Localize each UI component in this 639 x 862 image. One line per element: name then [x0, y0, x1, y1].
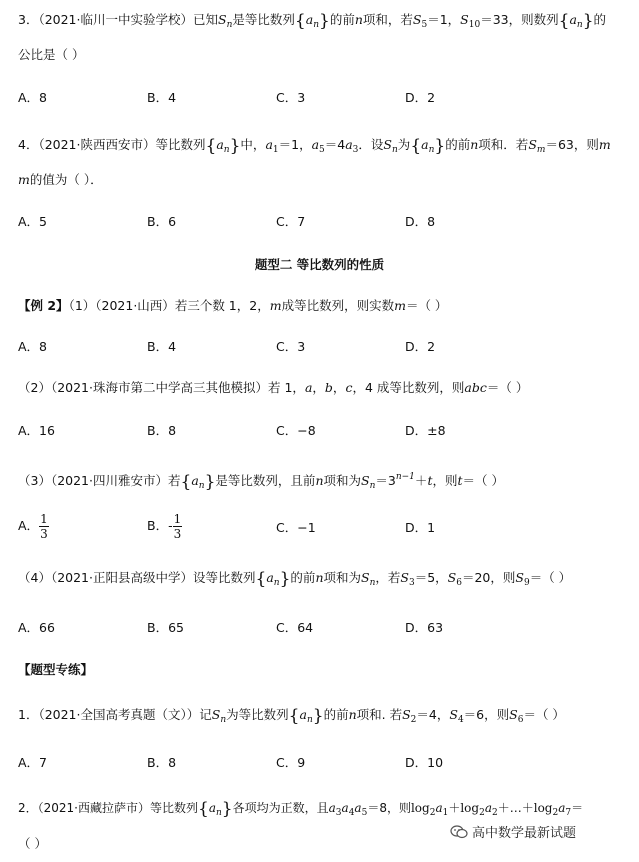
math-sub: 3 — [352, 145, 359, 155]
math-var: S — [509, 707, 518, 722]
math-sub: 2 — [479, 808, 485, 818]
math-sub: 10 — [468, 20, 481, 30]
math-var: S — [218, 12, 227, 27]
math-var: a — [299, 707, 307, 722]
ex2-p3-text: ，则 — [432, 473, 458, 488]
practice-q2-text: ＋…＋ — [497, 801, 534, 815]
practice-q1-text: 的前 — [323, 707, 349, 722]
ex2-p4-option-b: B．65 — [147, 620, 184, 635]
math-var: S — [361, 473, 370, 488]
option-letter: A． — [18, 518, 40, 533]
math-sub: 6 — [517, 715, 524, 725]
fraction-numerator: 1 — [40, 512, 48, 526]
practice-q2-text: ＋ — [448, 801, 461, 815]
math-var: a — [311, 137, 320, 152]
math-var: n — [315, 473, 324, 488]
practice-q1-text: ＝（ ） — [523, 707, 565, 722]
math-var: S — [383, 137, 392, 152]
ex2-p4-line — [18, 568, 571, 593]
practice-q1-option-c: C．9 — [276, 755, 306, 770]
ex2-p4-text: ＝5， — [414, 570, 448, 585]
math-var: a — [484, 801, 492, 815]
math-sub: n — [198, 481, 205, 491]
ex2-p2-index: （2） — [18, 380, 51, 395]
math-log: log — [410, 801, 430, 815]
math-sub: n — [306, 715, 313, 725]
brace: { — [205, 136, 217, 156]
math-var: S — [402, 707, 411, 722]
practice-q2-number: 2． — [18, 801, 38, 815]
practice-q2-text: 各项均为正数，且 — [232, 801, 329, 815]
q3-line2: 公比是（ ） — [18, 47, 85, 62]
math-var: a — [328, 801, 336, 815]
math-sub: n — [428, 145, 435, 155]
math-sub: n — [369, 481, 376, 491]
math-sub: 5 — [319, 145, 325, 155]
practice-q2-text: ＝8，则 — [367, 801, 411, 815]
practice-q1-line — [18, 705, 565, 730]
math-var: S — [460, 12, 469, 27]
ex2-p4-index: （4） — [18, 570, 51, 585]
math-sub: 2 — [552, 808, 559, 818]
q4-option-c: C．7 — [276, 214, 306, 229]
brace: { — [294, 11, 306, 31]
ex2-p3-line — [18, 467, 504, 496]
ex2-p3-text: ＝3 — [375, 473, 396, 488]
math-var: a — [191, 473, 199, 488]
ex2-p1-option-c: C．3 — [276, 339, 306, 354]
math-var: b — [324, 380, 333, 395]
math-sub: n — [369, 578, 376, 588]
ex2-p4-option-c: C．64 — [276, 620, 314, 635]
q4-line2 — [18, 170, 103, 190]
q3-text: ＝1， — [427, 12, 461, 27]
q4-option-a: A．5 — [18, 214, 48, 229]
practice-q2-line2: （ ） — [18, 836, 47, 851]
math-var: a — [208, 801, 216, 815]
ex2-p3-index: （3） — [18, 473, 51, 488]
ex2-p4-text: ＝20，则 — [461, 570, 516, 585]
brace: { — [288, 706, 300, 726]
fraction-numerator: 1 — [173, 512, 182, 526]
ex2-p1-source: （2021·山西） — [95, 298, 175, 313]
ex2-p4-option-d: D．63 — [405, 620, 444, 635]
brace: { — [198, 799, 209, 819]
math-sub: 9 — [523, 578, 530, 588]
math-var: m — [18, 172, 30, 187]
q4-text: 的值为（ ）． — [29, 172, 103, 187]
brace: } — [204, 472, 216, 492]
math-var: m — [269, 298, 282, 313]
ex2-p2-text: ， — [332, 380, 346, 395]
math-var: S — [211, 707, 221, 722]
math-log: log — [460, 801, 480, 815]
q3-source: （2021·临川一中实验学校） — [38, 12, 193, 27]
example-label: 【例 2】 — [18, 298, 69, 313]
math-var: S — [400, 570, 409, 585]
brace: } — [279, 569, 291, 589]
ex2-p3-option-c: C．−1 — [276, 520, 316, 535]
ex2-p3-source: （2021·四川雅安市） — [50, 473, 168, 488]
ex2-p1-text: 若三个数 1，2， — [174, 298, 270, 313]
brace: } — [582, 11, 594, 31]
math-sub: 1 — [272, 145, 279, 155]
ex2-p2-option-b: B．8 — [147, 423, 177, 438]
ex2-p4-text: ＝（ ） — [529, 570, 572, 585]
math-var: a — [341, 801, 349, 815]
math-log: log — [533, 801, 553, 815]
ex2-p3-text: ＝（ ） — [462, 473, 504, 488]
math-var: a — [345, 137, 353, 152]
math-sub: n — [216, 808, 222, 818]
ex2-p4-option-a: A．66 — [18, 620, 55, 635]
ex2-p2-text: ， — [312, 380, 325, 395]
watermark-text: 高中数学最新试题 — [472, 826, 577, 841]
ex2-p3-text: 是等比数列，且前 — [215, 473, 316, 488]
q4-text: ．设 — [358, 137, 384, 152]
q4-text: 项和．若 — [478, 137, 529, 152]
wechat-icon — [450, 825, 468, 839]
ex2-p2-text: ，4 成等比数列，则 — [352, 380, 465, 395]
ex2-p3-text: 项和为 — [323, 473, 362, 488]
practice-q1-option-b: B．8 — [147, 755, 177, 770]
practice-q1-option-a: A．7 — [18, 755, 48, 770]
practice-q1-text: 为等比数列 — [226, 707, 289, 722]
q3-option-c: C．3 — [276, 90, 306, 105]
practice-q1-text: 项和. 若 — [356, 707, 403, 722]
q3-text: 是等比数列 — [232, 12, 295, 27]
math-var: abc — [464, 380, 487, 395]
ex2-p3-option-b — [147, 512, 182, 541]
practice-q1-text: 记 — [199, 707, 212, 722]
math-var: a — [266, 570, 274, 585]
math-var: a — [216, 137, 224, 152]
q3-option-d: D．2 — [405, 90, 436, 105]
brace: { — [255, 569, 267, 589]
practice-q1-option-d: D．10 — [405, 755, 444, 770]
practice-q1-source: （2021·全国高考真题（文）） — [38, 707, 200, 722]
math-var: S — [515, 570, 524, 585]
practice-q2-text: 等比数列 — [150, 801, 199, 815]
ex2-p3-text: 若 — [168, 473, 181, 488]
math-var: a — [354, 801, 362, 815]
math-sub: n — [313, 20, 319, 30]
q3-text: 的 — [593, 12, 607, 27]
ex2-p3-option-a — [18, 512, 49, 541]
ex2-p2-source: （2021·珠海市第二中学高三其他模拟） — [50, 380, 268, 395]
math-var: n — [315, 570, 324, 585]
ex2-p2-text: ＝（ ） — [486, 380, 529, 395]
ex2-p2-option-c: C．−8 — [276, 423, 316, 438]
math-sub: 2 — [410, 715, 417, 725]
math-var: S — [361, 570, 370, 585]
brace: { — [558, 11, 570, 31]
q3-text: 项和，若 — [362, 12, 413, 27]
q3-option-a: A．8 — [18, 90, 48, 105]
math-sub: 2 — [429, 808, 436, 818]
math-sub: 3 — [408, 578, 415, 588]
math-sub: n — [223, 145, 230, 155]
math-sub: 3 — [335, 808, 342, 818]
q4-text: ＝1， — [278, 137, 312, 152]
practice-q1-text: ＝6，则 — [463, 707, 510, 722]
ex2-p2-option-a: A．16 — [18, 423, 55, 438]
math-var: a — [305, 12, 314, 27]
q4-text: 中， — [240, 137, 266, 152]
math-var: a — [421, 137, 429, 152]
math-var: t — [457, 473, 463, 488]
q4-option-b: B．6 — [147, 214, 177, 229]
ex2-p4-source: （2021·正阳县高级中学） — [50, 570, 193, 585]
math-sub: n — [392, 145, 398, 155]
math-var: a — [558, 801, 566, 815]
q3-number: 3． — [18, 12, 39, 27]
ex2-p1-option-b: B．4 — [147, 339, 177, 354]
math-sub: n — [273, 578, 280, 588]
ex2-p1-option-d: D．2 — [405, 339, 436, 354]
math-sub: 5 — [421, 20, 428, 30]
practice-q2-text: ＝ — [571, 801, 584, 815]
math-var: S — [528, 137, 537, 152]
brace: } — [221, 799, 233, 819]
math-sub: 2 — [491, 808, 498, 818]
math-sub: 4 — [348, 808, 355, 818]
math-var: t — [427, 473, 433, 488]
math-var: c — [345, 380, 353, 395]
ex2-p4-text: 设等比数列 — [193, 570, 256, 585]
math-var: m — [598, 137, 611, 152]
ex2-p1-option-a: A．8 — [18, 339, 48, 354]
q3-text: ＝33，则数列 — [480, 12, 559, 27]
ex2-p1-index: （1） — [68, 298, 96, 313]
q4-text: ＝63，则 — [545, 137, 599, 152]
fraction-denominator: 3 — [173, 527, 182, 541]
math-sub: n — [220, 715, 227, 725]
q4-number: 4． — [18, 137, 39, 152]
math-var: a — [304, 380, 313, 395]
fraction — [39, 512, 49, 541]
math-var: n — [354, 12, 363, 27]
q3-text: 已知 — [193, 12, 219, 27]
q3-option-b: B．4 — [147, 90, 177, 105]
math-sub: m — [536, 145, 546, 155]
ex2-p2-text: 若 1， — [268, 380, 305, 395]
q3-text: 的前 — [329, 12, 355, 27]
q4-option-d: D．8 — [405, 214, 436, 229]
math-var: m — [394, 298, 406, 313]
watermark — [450, 822, 576, 841]
practice-title: 【题型专练】 — [18, 662, 94, 677]
ex2-p2-option-d: D．±8 — [405, 423, 446, 438]
math-var: a — [569, 12, 577, 27]
practice-q1-text: ＝4， — [416, 707, 450, 722]
ex2-p2-line — [18, 378, 528, 398]
q4-text: 的前 — [445, 137, 471, 152]
math-var: a — [265, 137, 273, 152]
q4-text: 等比数列 — [155, 137, 206, 152]
q4-source: （2021·陕西西安市） — [38, 137, 156, 152]
ex2-p4-text: ，若 — [375, 570, 401, 585]
math-var: S — [449, 707, 458, 722]
math-sub: n — [226, 20, 233, 30]
math-sub: 1 — [442, 808, 449, 818]
math-var: S — [412, 12, 422, 27]
q3-line1 — [18, 10, 606, 35]
fraction — [173, 512, 183, 541]
math-sup: n−1 — [395, 472, 415, 482]
brace: { — [410, 136, 422, 156]
math-var: n — [348, 707, 357, 722]
math-var: n — [470, 137, 479, 152]
math-sub: 7 — [565, 808, 572, 818]
ex2-p3-option-d: D．1 — [405, 520, 436, 535]
q4-text: 为 — [397, 137, 411, 152]
brace: } — [318, 11, 330, 31]
ex2-p4-text: 的前 — [290, 570, 316, 585]
ex2-p1-line — [18, 296, 447, 316]
practice-q2-line — [18, 798, 583, 823]
ex2-p3-text: ＋ — [414, 473, 428, 488]
math-var: S — [447, 570, 457, 585]
brace: } — [434, 136, 446, 156]
ex2-p1-text: 成等比数列，则实数 — [281, 298, 395, 313]
q4-text: ＝4 — [324, 137, 346, 152]
practice-q1-number: 1． — [18, 707, 39, 722]
math-sub: 5 — [361, 808, 368, 818]
math-sub: 6 — [456, 578, 462, 588]
fraction-denominator: 3 — [40, 527, 48, 541]
math-sub: n — [576, 20, 583, 30]
brace: } — [229, 136, 241, 156]
option-letter: B．- — [147, 518, 173, 533]
brace: } — [312, 706, 324, 726]
practice-q2-source: （2021·西藏拉萨市） — [37, 801, 150, 815]
math-var: a — [435, 801, 443, 815]
q4-line1 — [18, 135, 611, 160]
math-sub: 4 — [457, 715, 464, 725]
ex2-p4-text: 项和为 — [323, 570, 362, 585]
brace: { — [180, 472, 192, 492]
section-title: 题型二 等比数列的性质 — [254, 257, 385, 272]
ex2-p1-text: ＝（ ） — [405, 298, 448, 313]
